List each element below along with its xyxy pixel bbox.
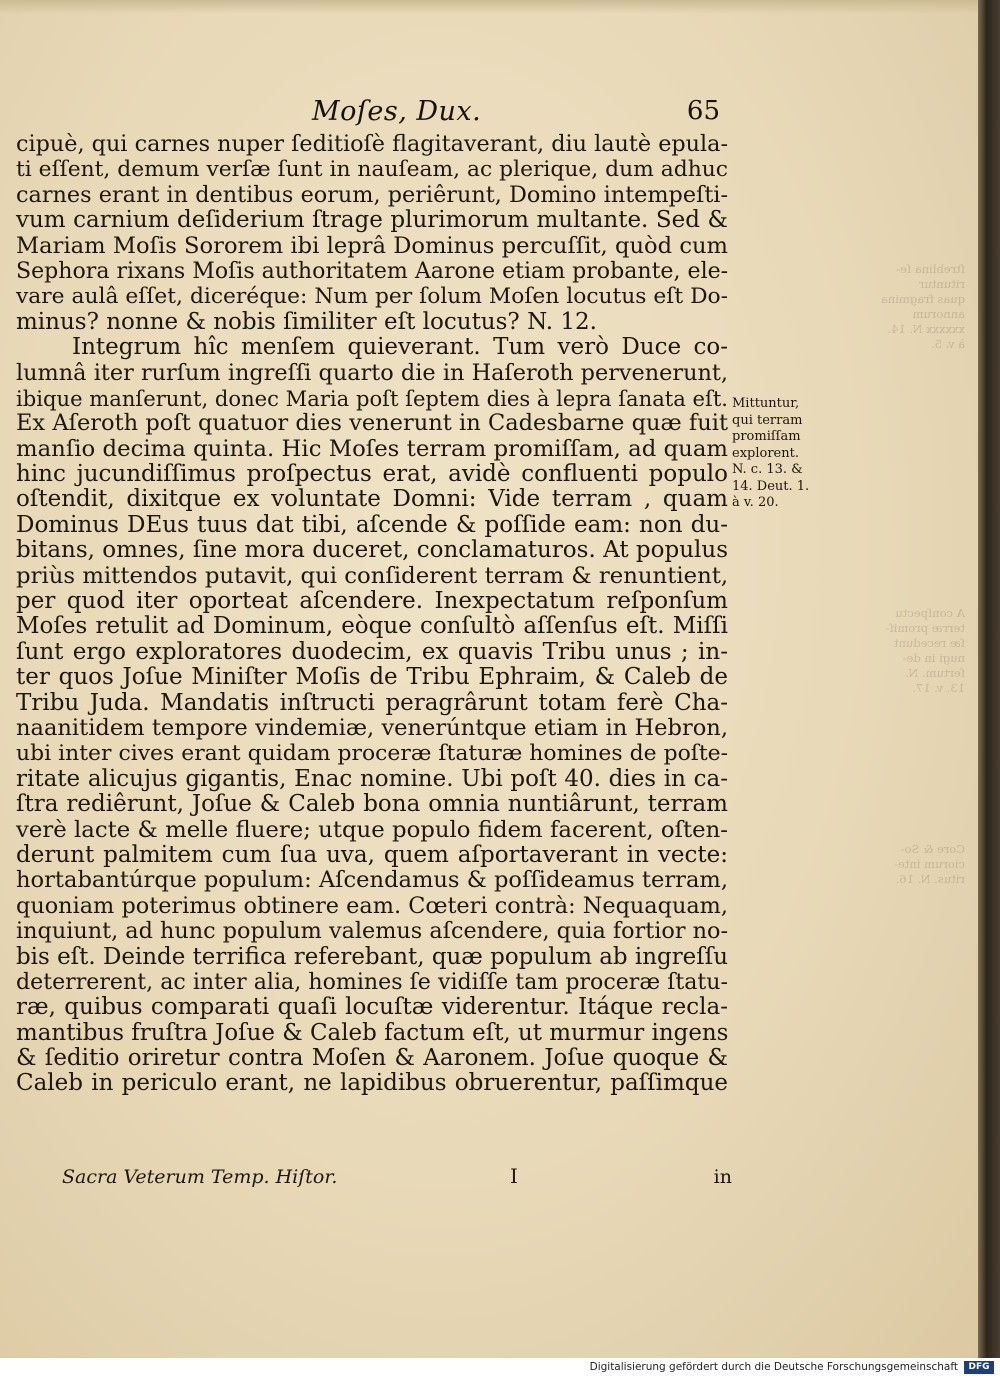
text-line: mantibus fruſtra Joſue & Caleb factum eſt, ut murmur ingens <box>16 1019 729 1046</box>
text-line: Integrum hîc menſem quieverant. Tum verò Duce co- <box>72 334 728 361</box>
text-line: derunt palmitem cum ſua uva, quem aſportaverant in vecte: <box>16 841 728 868</box>
text-line: Tribu Juda. Mandatis inſtructi peragrârunt totam ferè Cha- <box>16 689 728 716</box>
marginal-note-line: 14. Deut. 1. <box>732 478 810 494</box>
text-line: vum carnium deſiderium ſtrage plurimorum multante. Sed & <box>16 207 728 234</box>
text-line: manſio decima quinta. Hic Moſes terram promiſſam, ad quam <box>16 435 728 462</box>
page-footer <box>62 1166 732 1196</box>
signature-mark: I <box>510 1164 518 1188</box>
text-line: ti eſſent, demum verſæ ſunt in nauſeam, ac plerique, dum adhuc <box>16 157 728 183</box>
text-line: deterrerent, ac inter alia, homines ſe vidiſſe tam proceræ ſtatu- <box>16 968 728 995</box>
text-line: ubi inter cives erant quidam proceræ ſtaturæ homines de poſte- <box>16 741 728 767</box>
page-header <box>300 90 720 130</box>
marginal-note-line: promiſſam <box>732 429 801 444</box>
text-line: bitans, omnes, ſine mora duceret, conclamaturos. At populus <box>16 537 728 564</box>
marginal-note-line: explorent. <box>732 445 799 461</box>
catchword: in <box>713 1166 732 1188</box>
dfg-logo-icon: DFG <box>964 1361 994 1374</box>
marginal-note-line: qui terram <box>732 412 803 428</box>
marginal-note-line: à v. 20. <box>732 495 779 510</box>
text-line: Mariam Moſis Sororem ibi leprâ Dominus percuſſit, quòd cum <box>16 232 728 259</box>
signature-title: Sacra Veterum Temp. Hiſtor. <box>62 1166 338 1188</box>
bleed-through-text: ſtreblina ſe- rituntur quas fragmina annorum xxxxxx N. 14. à v. 5. <box>881 262 965 351</box>
text-line: naanitidem tempore vindemiæ, venerúntque etiam in Hebron, <box>16 714 728 741</box>
marginal-note-line: N. c. 13. & <box>732 462 803 477</box>
text-line: quoniam poterimus obtinere eam. Cœteri contrà: Nequaquam, <box>16 892 728 919</box>
text-line: priùs mittendos putavit, qui conſiderent terram & renuntient, <box>16 562 729 589</box>
text-line: vare aulâ eſſet, diceréque: Num per ſolum Moſen locutus eſt Do- <box>16 284 728 310</box>
text-line: ter quos Joſue Miniſter Moſis de Tribu Ephraim, & Caleb de <box>16 664 728 691</box>
marginal-note-line: Mittuntur, <box>732 396 800 411</box>
credit-bar <box>0 1358 1000 1378</box>
text-line: per quod iter oporteat aſcendere. Inexpectatum reſponſum <box>16 588 728 615</box>
text-line: bis eſt. Deinde terrifica referebant, quæ populum ab ingreſſu <box>16 943 728 970</box>
text-line: ibique manſerunt, donec Maria poſt ſeptem dies à lepra ſanata eſt. <box>16 385 729 411</box>
page-number: 65 <box>686 96 720 126</box>
text-line: inquiunt, ad hunc populum valemus aſcendere, quia fortior no- <box>16 918 728 945</box>
book-edge <box>978 0 1000 1358</box>
running-title: Moſes, Dux. <box>312 96 482 127</box>
text-line: & ſeditio oriretur contra Moſen & Aaronem. Joſue quoque & <box>16 1045 728 1072</box>
top-shadow <box>0 0 1000 14</box>
text-line: ritate alicujus gigantis, Enac nomine. Ubi poſt 40. dies in ca- <box>16 765 728 792</box>
text-line: Caleb in periculo erant, ne lapidibus obruerentur, paſſimque <box>16 1070 728 1097</box>
bleed-through-text-2: A conſpectu terræ promiſ- ſæ recedunt nugi in de- ſertum. N. 13. v. 17. <box>885 606 965 695</box>
text-line: hortabantúrque populum: Aſcendamus & poſſideamus terram, <box>16 867 729 894</box>
text-line: ſunt ergo exploratores duodecim, ex quavis Tribu unus ; in- <box>16 638 728 665</box>
text-line: Dominus DEus tuus dat tibi, aſcende & poſſide eam: non du- <box>16 511 728 538</box>
text-line: ſtra rediêrunt, Joſue & Caleb bona omnia nuntiârunt, terram <box>16 791 728 818</box>
text-line: Ex Aſeroth poſt quatuor dies venerunt in Cadesbarne quæ fuit <box>16 410 728 437</box>
text-line: ræ, quibus comparati quaſi locuſtæ viderentur. Itáque recla- <box>16 994 728 1021</box>
text-line: verè lacte & melle fluere; utque populo fidem facerent, oſten- <box>16 816 728 843</box>
funding-credit: Digitalisierung gefördert durch die Deutsche Forschungsgemeinschaft <box>589 1361 958 1373</box>
body-text <box>16 132 728 1097</box>
text-line: cipuè, qui carnes nuper ſeditioſè flagitaverant, diu lautè epula- <box>16 131 728 157</box>
text-line: Sephora rixans Moſis authoritatem Aarone etiam probante, ele- <box>16 258 729 284</box>
text-line: lumnâ iter rurſum ingreſſi quarto die in Haſeroth pervenerunt, <box>16 359 728 386</box>
marginal-note <box>732 396 842 512</box>
text-line: minus? nonne & nobis ſimiliter eſt locutus? N. 12. <box>16 308 597 335</box>
text-line: Moſes retulit ad Dominum, eòque conſultò aſſenſus eſt. Miſſi <box>16 613 728 640</box>
text-line: hinc jucundiſſimus proſpectus erat, avidè confluenti populo <box>16 461 728 488</box>
bleed-through-text-3: Core & So- ciorum inte- ritus. N. 16. <box>894 842 965 886</box>
text-line: carnes erant in dentibus eorum, periêrunt, Domino intempeſti- <box>16 181 728 208</box>
text-line: oſtendit, dixitque ex voluntate Domni: Vide terram , quam <box>16 486 728 513</box>
